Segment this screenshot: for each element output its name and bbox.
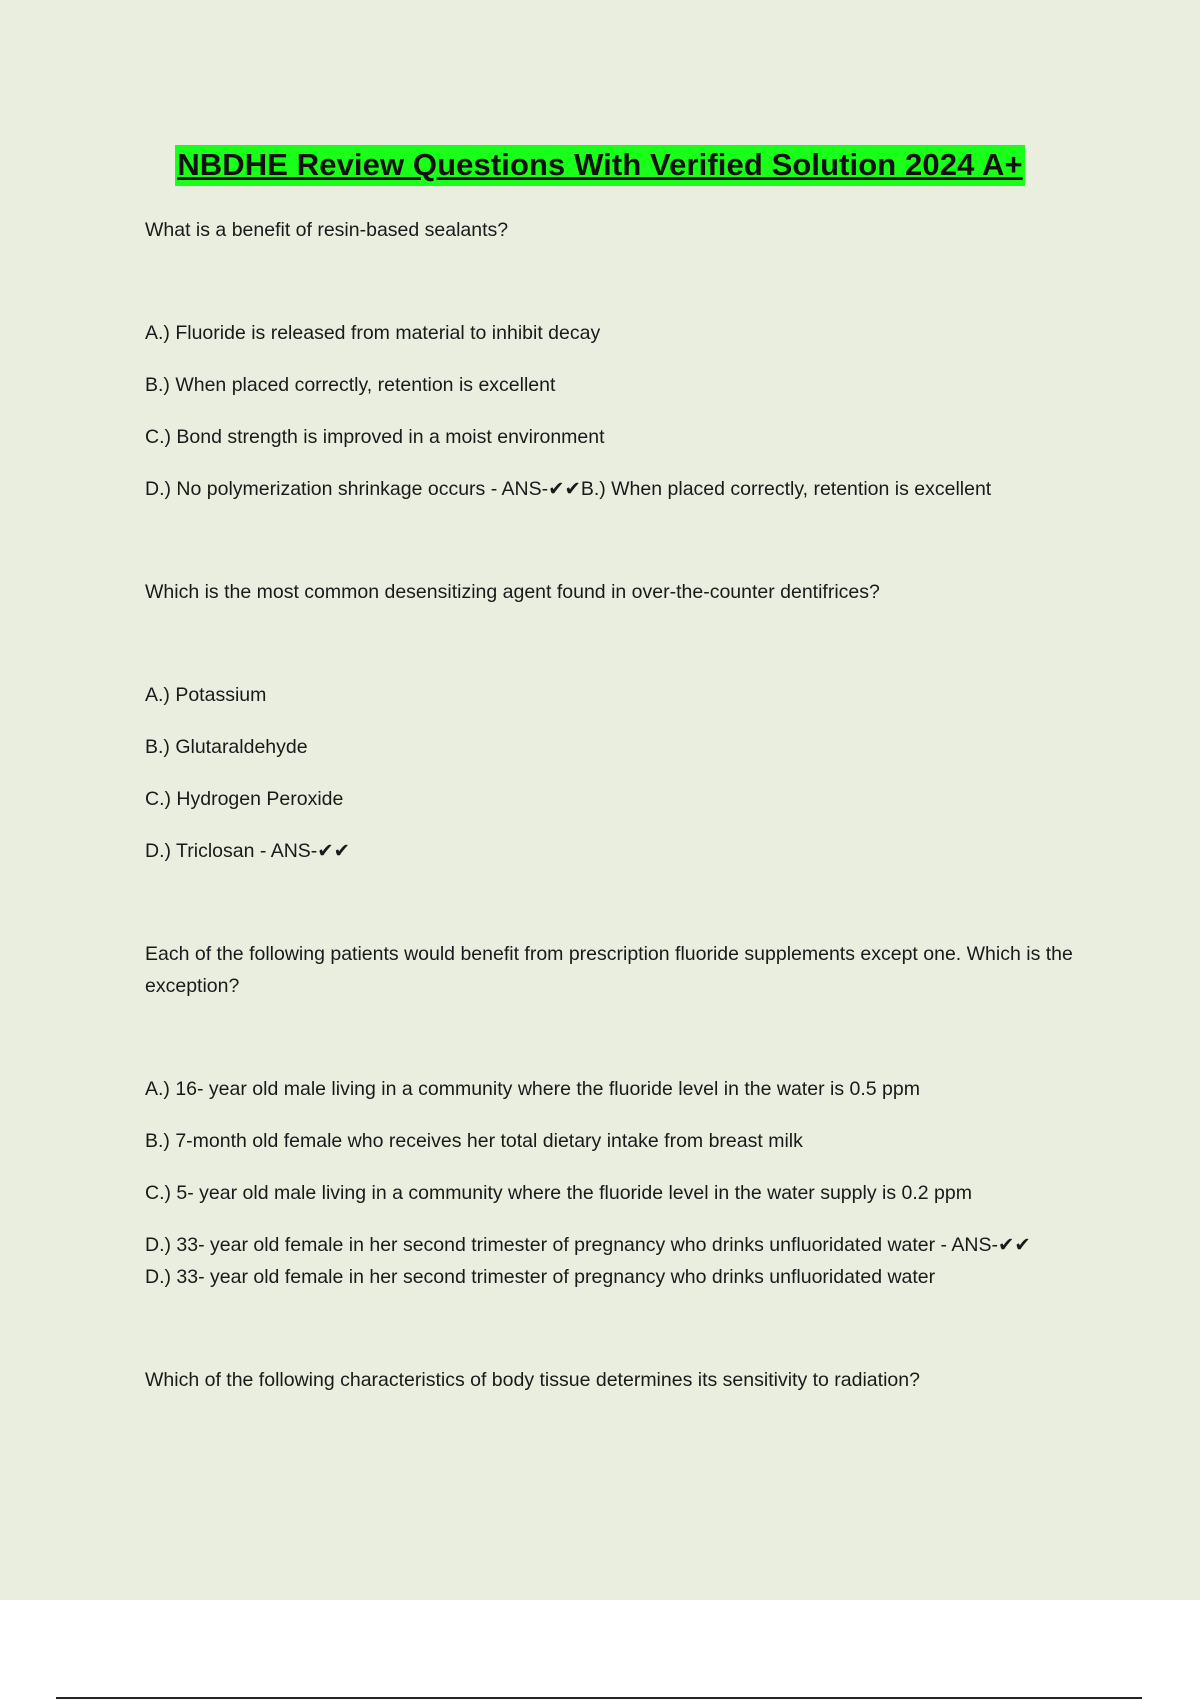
q3-answer-text: D.) 33- year old female in her second trimester of pregnancy who drinks unfluoridated water [145,1266,936,1288]
q3-option-b: B.) 7-month old female who receives her total dietary intake from breast milk [145,1130,803,1152]
q1-option-b: B.) When placed correctly, retention is excellent [145,374,556,396]
document-title: NBDHE Review Questions With Verified Solution 2024 A+ [175,145,1024,186]
q3-option-c: C.) 5- year old male living in a community where the fluoride level in the water supply is 0.2 ppm [145,1182,972,1204]
q1-option-d-answer: D.) No polymerization shrinkage occurs - ANS-✔✔B.) When placed correctly, retention is excellent [145,478,992,500]
q2-option-d-answer: D.) Triclosan - ANS-✔✔ [145,840,350,862]
q3-option-a: A.) 16- year old male living in a community where the fluoride level in the water is 0.5 ppm [145,1078,920,1100]
question-3: Each of the following patients would benefit from prescription fluoride supplements except one. Which is the exception? [145,943,1073,997]
q1-option-a: A.) Fluoride is released from material to inhibit decay [145,322,601,344]
q2-option-b: B.) Glutaraldehyde [145,736,308,758]
question-1: What is a benefit of resin-based sealants? [145,219,509,241]
q2-option-c: C.) Hydrogen Peroxide [145,788,344,810]
q3-option-d-answer: D.) 33- year old female in her second trimester of pregnancy who drinks unfluoridated water - ANS-✔✔ [145,1234,1031,1256]
q2-option-a: A.) Potassium [145,684,267,706]
question-4: Which of the following characteristics of body tissue determines its sensitivity to radiation? [145,1369,920,1391]
footer-divider [56,1697,1142,1699]
question-2: Which is the most common desensitizing agent found in over-the-counter dentifrices? [145,581,880,603]
title-container [0,145,1200,186]
q1-option-c: C.) Bond strength is improved in a moist environment [145,426,605,448]
document-body [145,214,1085,1396]
